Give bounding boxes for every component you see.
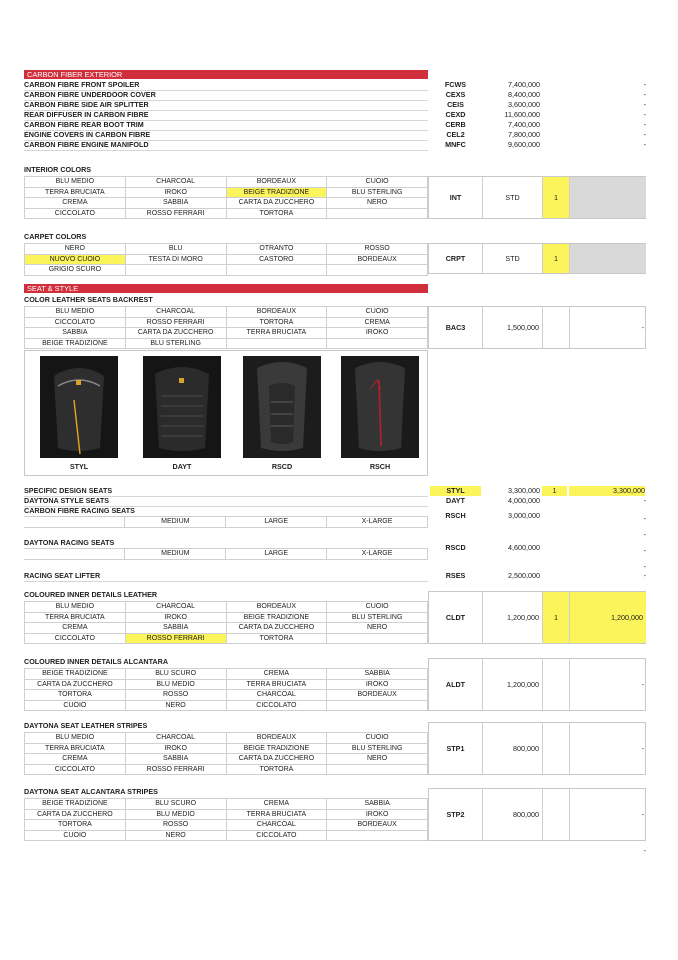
daytona-racing-seats-label: DAYTONA RACING SEATS [24, 538, 115, 547]
carbon-row-price: 3,600,000 [508, 100, 540, 109]
carbon-row-price: 11,600,000 [504, 110, 540, 119]
backrest-option-box [428, 306, 646, 349]
color-option[interactable]: ROSSO [327, 244, 428, 255]
color-option[interactable]: TORTORA [226, 317, 327, 328]
color-option[interactable]: CHARCOAL [226, 690, 327, 701]
color-option[interactable]: BLU MEDIO [125, 809, 226, 820]
color-option[interactable]: TORTORA [226, 764, 327, 775]
carbon-row-code: CEIS [447, 100, 464, 109]
color-option[interactable]: NUOVO CUOIO [25, 254, 126, 265]
carpet-option-box [428, 243, 646, 274]
racing-seat-lifter-total: - [643, 571, 646, 580]
color-option[interactable]: BLU MEDIO [25, 307, 126, 318]
color-option[interactable]: ROSSO FERRARI [125, 764, 226, 775]
cf-racing-seats-price: 3,000,000 [508, 511, 540, 520]
carbon-row-total: - [643, 100, 646, 109]
seat-label-rscd: RSCD [271, 462, 293, 471]
color-option[interactable]: BLU MEDIO [25, 602, 126, 613]
carbon-row-total: - [643, 120, 646, 129]
color-option[interactable]: CREMA [25, 623, 126, 634]
stp1-price: 800,000 [513, 744, 539, 753]
carbon-row-total: - [643, 140, 646, 149]
aldt-code: ALDT [445, 680, 466, 689]
color-option[interactable]: CUOIO [327, 177, 428, 188]
carbon-row-label: CARBON FIBRE SIDE AIR SPLITTER [24, 100, 428, 111]
color-option[interactable]: IROKO [125, 187, 226, 198]
color-option[interactable]: CHARCOAL [125, 602, 226, 613]
color-option [327, 265, 428, 276]
daytona-racing-size-medium[interactable]: MEDIUM [125, 549, 226, 560]
cldt-price: 1,200,000 [507, 613, 539, 622]
carpet-qty[interactable]: 1 [543, 244, 569, 273]
interior-option-box [428, 176, 646, 219]
cf-racing-seats-label: CARBON FIBRE RACING SEATS [24, 506, 135, 515]
interior-grid [24, 176, 428, 219]
aldt-total: - [641, 680, 644, 689]
color-option [226, 265, 327, 276]
carbon-row-label: CARBON FIBRE FRONT SPOILER [24, 80, 428, 91]
color-option[interactable]: CUOIO [327, 602, 428, 613]
color-option[interactable]: CARTA DA ZUCCHERO [226, 623, 327, 634]
carbon-row-code: CEXD [445, 110, 466, 119]
color-option[interactable]: TESTA DI MORO [125, 254, 226, 265]
stp1-option-box [428, 722, 646, 775]
carbon-row-code: FCWS [444, 80, 467, 89]
color-option[interactable]: ROSSO FERRARI [125, 317, 226, 328]
color-option[interactable]: NERO [327, 198, 428, 209]
color-option [125, 265, 226, 276]
color-option[interactable]: NERO [25, 244, 126, 255]
color-option[interactable]: BLU STERLING [327, 612, 428, 623]
backrest-title: COLOR LEATHER SEATS BACKREST [24, 295, 153, 304]
color-option[interactable]: BEIGE TRADIZIONE [226, 743, 327, 754]
carbon-row-price: 9,600,000 [508, 140, 540, 149]
color-option[interactable]: BLU MEDIO [125, 679, 226, 690]
color-option[interactable]: BLU SCURO [125, 669, 226, 680]
color-option[interactable]: ROSSO [125, 690, 226, 701]
backrest-code: BAC3 [445, 323, 466, 332]
color-option[interactable]: BORDEAUX [226, 307, 327, 318]
stp1-grid [24, 732, 428, 775]
color-option[interactable]: CREMA [327, 317, 428, 328]
carpet-title: CARPET COLORS [24, 232, 87, 241]
color-option[interactable]: CICCOLATO [25, 208, 126, 219]
color-option[interactable]: NERO [125, 830, 226, 841]
cf-racing-size-large[interactable]: LARGE [226, 517, 327, 528]
carpet-code: CRPT [445, 254, 466, 263]
color-option[interactable]: NERO [125, 700, 226, 711]
color-option[interactable]: SABBIA [125, 623, 226, 634]
stp1-total: - [641, 744, 644, 753]
color-option[interactable]: CHARCOAL [226, 820, 327, 831]
color-option[interactable]: TERRA BRUCIATA [226, 809, 327, 820]
color-option[interactable]: SABBIA [25, 328, 126, 339]
color-option[interactable]: SABBIA [125, 754, 226, 765]
daytona-style-seats-price: 4,000,000 [508, 496, 540, 505]
color-option[interactable]: SABBIA [327, 799, 428, 810]
cf-racing-size-medium[interactable]: MEDIUM [125, 517, 226, 528]
cf-racing-sizes [24, 516, 428, 528]
color-option[interactable]: CUOIO [25, 830, 126, 841]
color-option[interactable]: CREMA [226, 799, 327, 810]
stp1-code: STP1 [446, 744, 465, 753]
color-option[interactable]: CARTA DA ZUCCHERO [25, 679, 126, 690]
daytona-racing-seats-total: - [643, 546, 646, 555]
carbon-row-total: - [643, 130, 646, 139]
carbon-row-total: - [643, 90, 646, 99]
seat-label-styl: STYL [69, 462, 89, 471]
color-option[interactable]: CHARCOAL [125, 177, 226, 188]
cf-racing-seats-total: - [643, 514, 646, 523]
color-option[interactable]: CICCOLATO [25, 764, 126, 775]
carpet-price: STD [505, 254, 520, 263]
carbon-row-label: REAR DIFFUSER IN CARBON FIBRE [24, 110, 428, 121]
daytona-style-seats-code: DAYT [446, 496, 465, 505]
interior-qty[interactable]: 1 [543, 177, 569, 218]
cldt-code: CLDT [445, 613, 466, 622]
specific-design-seats-label: SPECIFIC DESIGN SEATS [24, 486, 428, 497]
backrest-grid [24, 306, 428, 349]
color-option[interactable]: BLU MEDIO [25, 177, 126, 188]
color-option[interactable]: BLU MEDIO [25, 733, 126, 744]
stp2-title: DAYTONA SEAT ALCANTARA STRIPES [24, 787, 158, 796]
color-option[interactable]: BEIGE TRADIZIONE [226, 187, 327, 198]
color-option[interactable]: SABBIA [125, 198, 226, 209]
interior-price: STD [505, 193, 520, 202]
color-option[interactable]: TERRA BRUCIATA [25, 187, 126, 198]
color-option[interactable]: BLU STERLING [327, 743, 428, 754]
carbon-row-code: CEXS [445, 90, 466, 99]
carbon-row-label: CARBON FIBRE REAR BOOT TRIM [24, 120, 428, 131]
carbon-row-total: - [643, 110, 646, 119]
daytona-style-seats-total: - [643, 496, 646, 505]
carpet-grid [24, 243, 428, 276]
color-option[interactable]: BLU [125, 244, 226, 255]
backrest-price: 1,500,000 [507, 323, 539, 332]
cldt-total: 1,200,000 [570, 592, 646, 643]
color-option[interactable]: BLU SCURO [125, 799, 226, 810]
color-option[interactable]: SABBIA [327, 669, 428, 680]
color-option[interactable]: IROKO [125, 612, 226, 623]
color-option[interactable]: ROSSO FERRARI [125, 633, 226, 644]
aldt-price: 1,200,000 [507, 680, 539, 689]
color-option[interactable]: BLU STERLING [327, 187, 428, 198]
seat-image-rscd [243, 356, 321, 458]
color-option[interactable]: BORDEAUX [226, 733, 327, 744]
carbon-row-price: 7,400,000 [508, 80, 540, 89]
color-option[interactable]: NERO [327, 754, 428, 765]
seat-image-dayt [143, 356, 221, 458]
color-option[interactable]: CREMA [226, 669, 327, 680]
color-option[interactable]: TORTORA [226, 208, 327, 219]
color-option[interactable]: ROSSO FERRARI [125, 208, 226, 219]
stp1-title: DAYTONA SEAT LEATHER STRIPES [24, 721, 148, 730]
carpet-total [570, 244, 646, 273]
color-option[interactable]: NERO [327, 623, 428, 634]
carbon-row-label: CARBON FIBRE UNDERDOOR COVER [24, 90, 428, 101]
cldt-grid [24, 601, 428, 644]
cf-racing-size-xlarge[interactable]: X-LARGE [327, 517, 428, 528]
color-option[interactable]: CICCOLATO [25, 633, 126, 644]
color-option [327, 764, 428, 775]
carbon-row-price: 7,800,000 [508, 130, 540, 139]
color-option[interactable]: TERRA BRUCIATA [25, 743, 126, 754]
stp2-code: STP2 [446, 810, 465, 819]
color-option[interactable]: CUOIO [327, 307, 428, 318]
racing-seat-lifter-price: 2,500,000 [508, 571, 540, 580]
daytona-racing-seats-total-2: - [643, 562, 646, 571]
specific-design-seats-qty[interactable]: 1 [542, 486, 567, 496]
color-option[interactable]: TERRA BRUCIATA [226, 679, 327, 690]
seat-label-dayt: DAYT [172, 462, 192, 471]
color-option[interactable]: BORDEAUX [226, 177, 327, 188]
color-option[interactable]: TORTORA [226, 633, 327, 644]
carbon-row-code: MNFC [445, 140, 466, 149]
racing-seat-lifter-code: RSES [445, 571, 466, 580]
cldt-option-box [428, 591, 646, 644]
color-option[interactable]: BEIGE TRADIZIONE [25, 799, 126, 810]
cldt-qty[interactable]: 1 [543, 592, 569, 643]
interior-title: INTERIOR COLORS [24, 165, 92, 174]
aldt-title: COLOURED INNER DETAILS ALCANTARA [24, 657, 169, 666]
color-option[interactable]: BORDEAUX [327, 690, 428, 701]
color-option [327, 633, 428, 644]
color-option[interactable]: BEIGE TRADIZIONE [25, 669, 126, 680]
color-option[interactable]: BORDEAUX [327, 254, 428, 265]
daytona-style-seats-label: DAYTONA STYLE SEATS [24, 496, 428, 507]
seat-image-styl [40, 356, 118, 458]
carbon-row-code: CEL2 [446, 130, 465, 139]
color-option[interactable]: CUOIO [25, 700, 126, 711]
color-option[interactable]: CICCOLATO [226, 700, 327, 711]
aldt-option-box [428, 658, 646, 711]
color-option[interactable]: TORTORA [25, 690, 126, 701]
color-option[interactable]: CASTORO [226, 254, 327, 265]
color-option[interactable]: CICCOLATO [25, 317, 126, 328]
color-option[interactable]: CARTA DA ZUCCHERO [226, 754, 327, 765]
seat-label-rsch: RSCH [369, 462, 391, 471]
color-option[interactable]: ROSSO [125, 820, 226, 831]
color-option[interactable]: BORDEAUX [226, 602, 327, 613]
stp2-price: 800,000 [513, 810, 539, 819]
color-option[interactable]: BEIGE TRADIZIONE [25, 338, 126, 349]
color-option[interactable]: BLU STERLING [125, 338, 226, 349]
color-option[interactable]: IROKO [327, 809, 428, 820]
daytona-racing-size-large[interactable]: LARGE [226, 549, 327, 560]
racing-seat-lifter-label: RACING SEAT LIFTER [24, 571, 428, 582]
seat-header: SEAT & STYLE [24, 284, 428, 293]
interior-code: INT [449, 193, 462, 202]
color-option[interactable]: BEIGE TRADIZIONE [226, 612, 327, 623]
color-option[interactable]: CICCOLATO [226, 830, 327, 841]
specific-design-seats-price: 3,300,000 [508, 486, 540, 495]
color-option[interactable]: TERRA BRUCIATA [25, 612, 126, 623]
stp2-total: - [641, 810, 644, 819]
cf-racing-seats-total-2: - [643, 530, 646, 539]
carbon-row-total: - [643, 80, 646, 89]
color-option[interactable]: CUOIO [327, 733, 428, 744]
color-option[interactable]: CREMA [25, 198, 126, 209]
carbon-row-price: 8,400,000 [508, 90, 540, 99]
aldt-grid [24, 668, 428, 711]
cldt-title: COLOURED INNER DETAILS LEATHER [24, 590, 158, 599]
color-option[interactable]: GRIGIO SCURO [25, 265, 126, 276]
color-option[interactable]: CREMA [25, 754, 126, 765]
color-option[interactable]: IROKO [327, 328, 428, 339]
carbon-header: CARBON FIBER EXTERIOR [24, 70, 428, 79]
carbon-row-label: ENGINE COVERS IN CARBON FIBRE [24, 130, 428, 141]
daytona-racing-sizes [24, 548, 428, 560]
cf-racing-seats-code: RSCH [445, 511, 466, 520]
color-option[interactable]: CARTA DA ZUCCHERO [25, 809, 126, 820]
color-option[interactable]: CHARCOAL [125, 307, 226, 318]
specific-design-seats-total: 3,300,000 [569, 486, 645, 496]
color-option[interactable]: IROKO [327, 679, 428, 690]
backrest-total: - [641, 323, 644, 332]
carbon-row-code: CERB [445, 120, 466, 129]
color-option[interactable]: BORDEAUX [327, 820, 428, 831]
stp2-grid [24, 798, 428, 841]
interior-total [570, 177, 646, 218]
color-option [327, 830, 428, 841]
specific-design-seats-code: STYL [430, 486, 481, 496]
color-option[interactable]: CHARCOAL [125, 733, 226, 744]
daytona-racing-seats-code: RSCD [445, 543, 466, 552]
color-option [327, 700, 428, 711]
color-option[interactable]: CARTA DA ZUCCHERO [125, 328, 226, 339]
stp2-total-2: - [643, 846, 646, 855]
color-option[interactable]: OTRANTO [226, 244, 327, 255]
color-option[interactable]: CARTA DA ZUCCHERO [226, 198, 327, 209]
color-option [226, 338, 327, 349]
daytona-racing-size-xlarge[interactable]: X-LARGE [327, 549, 428, 560]
color-option[interactable]: TERRA BRUCIATA [226, 328, 327, 339]
daytona-racing-seats-price: 4,600,000 [508, 543, 540, 552]
color-option [327, 338, 428, 349]
color-option[interactable]: IROKO [125, 743, 226, 754]
carbon-row-label: CARBON FIBRE ENGINE MANIFOLD [24, 140, 428, 151]
color-option[interactable]: TORTORA [25, 820, 126, 831]
color-option [327, 208, 428, 219]
carbon-row-price: 7,400,000 [508, 120, 540, 129]
stp2-option-box [428, 788, 646, 841]
seat-image-rsch [341, 356, 419, 458]
